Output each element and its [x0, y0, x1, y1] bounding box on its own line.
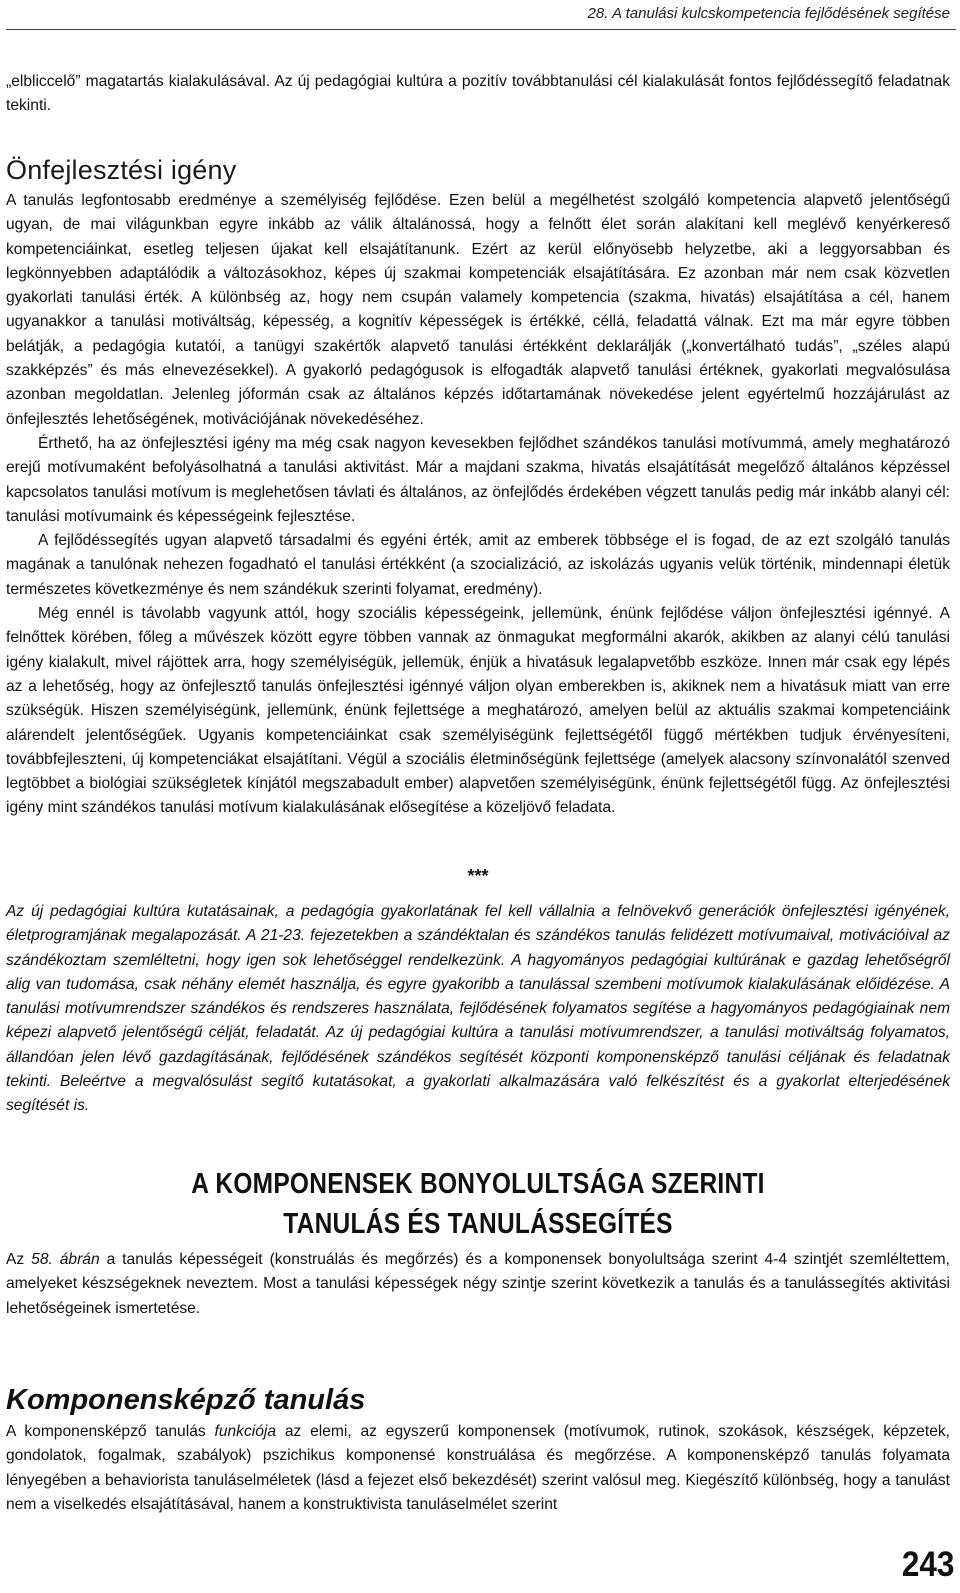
- page-number: 243: [901, 1545, 954, 1584]
- document-page: [6, 0, 956, 1593]
- section1-paragraph-4: Még ennél is távolabb vagyunk attól, hogy szociális képességeink, jellemünk, énünk fejlődése váljon önfejlesztési igénnyé. A felnőttek körében, főleg a művészek között egyre többen vannak az önmagukat megformálni akarók, akikben az alanyi célú tanulási igény kialakult, mivel rájöttek arra, hogy személyiségük, jellemük, énjük a hivatásuk legalapvetőbb eszköze. Innen már csak egy lépés az a lehetőség, hogy az önfejlesztő tanulás önfejlesztési igénnyé váljon olyan emberekben is, akiknek nem a hivatásuk miatt van erre szükségük. Hiszen személyiségünk, jellemünk, énünk fejlettsége a meghatározó, amelyen belül az aktuális szakmai kompetenciáink alárendelt jelentőségűek. Ugyanis kompetenciáinkat csak személyiségünk fejlettségétől függő mértékben tudjuk érvényesíteni, továbbfejleszteni, új kompetenciákat elsajátítani. Végül a szociális életminőségünk fejlettsége (amelyek alacsony színvonalától szenved legtöbbet a biológiai szükségletek kínjától megszabadult ember) alapvetően személyiségünk, énünk fejlettségétől függ. Az önfejlesztési igény mint szándékos tanulási motívum kialakulásának elősegítése a közeljövő feladata.: [6, 605, 950, 817]
- section2-body: [6, 1248, 950, 1321]
- section3-paragraph: [6, 1420, 950, 1517]
- section1-paragraph-2: Érthető, ha az önfejlesztési igény ma még csak nagyon kevesekben fejlődhet szándékos tanulási motívummá, amely meghatározó erejű motívumaként befolyásolhatná a tanulási aktivitást. Már a majdani szakma, hivatás elsajátítását megelőző általános képzéssel kapcsolatos tanulási motívum is meglehetősen távlati és általános, az önfejlődés érdekében végzett tanulás pedig már inkább alanyi cél: tanulási motívumaink és képességeink fejlesztése.: [6, 434, 950, 525]
- section3-text-post: az elemi, az egyszerű komponensek (motívumok, rutinok, szokások, készségek, képzetek, gondolatok, fogalmak, szabályok) pszichikus komponensé konstruálása és megőrzése. A komponensképző tanulás folyamata lényegében a behaviorista tanuláselméletek (lásd a fejezet első bekezdését) szerint valósul meg. Kiegészítő különbség, hogy a tanulást nem a viselkedés elsajátításával, hanem a konstruktivista tanuláselmélet szerint: [6, 1423, 950, 1513]
- chapter-heading-line-2: TANULÁS ÉS TANULÁSSEGÍTÉS: [283, 1208, 673, 1240]
- section2-paragraph: [6, 1248, 950, 1321]
- section3-body: [6, 1420, 950, 1517]
- term-funkcioja: funkciója: [214, 1423, 277, 1440]
- figure-reference: 58. ábrán: [31, 1251, 100, 1268]
- running-head: 28. A tanulási kulcskompetencia fejlődésének segítése: [587, 5, 950, 22]
- section-heading-onfejlesztesi-igeny: Önfejlesztési igény: [6, 155, 237, 185]
- chapter-heading-line-1: A KOMPONENSEK BONYOLULTSÁGA SZERINTI: [191, 1168, 765, 1200]
- section-separator: ***: [467, 866, 489, 886]
- section1-paragraph-1: A tanulás legfontosabb eredménye a személyiség fejlődése. Ezen belül a megélhetést szolgáló kompetencia alapvető jelentőségű ugyan, de mai világunkban egyre inkább az válik általánossá, hogy a felnőtt élet során alakítani kell meglévő kenyérkereső kompetenciáinkat, esetleg teljesen újakat kell elsajátítanunk. Ezért az kerül előnyösebb helyzetbe, aki a leggyorsabban és legkönnyebben adaptálódik a változásokhoz, képes új szakmai kompetenciák elsajátítására. Ez azonban már nem csak közvetlen gyakorlati tanulási érték. A különbség az, hogy nem csupán valamely kompetencia (szakma, hivatás) elsajátítása a cél, hanem ugyanakkor a tanulási motiváltság, képesség, a kognitív képességek is értékké, céllá, feladattá válnak. Ezt ma már egyre többen belátják, a pedagógia kutatói, a tanügyi szakértők alapvető tanulási értékként deklarálják („konvertálható tudás”, „széles alapú szakképzés” és más elnevezésekkel). A gyakorló pedagógusok is elfogadták alapvető tanulási értéknek, gyakorlati megvalósulása azonban megoldatlan. Jelenleg jóformán csak az általános képzés időtartamának növekedése jelent egyértelmű hozzájárulást az önfejlesztés lehetőségének, motivációjának növekedéséhez.: [6, 192, 950, 428]
- section3-text-pre: A komponensképző tanulás: [6, 1423, 215, 1440]
- intro-block: [6, 70, 950, 119]
- section2-text-pre: Az: [6, 1251, 32, 1268]
- header-rule: [6, 29, 956, 30]
- summary-paragraph: Az új pedagógiai kultúra kutatásainak, a pedagógia gyakorlatának fel kell vállalnia a felnövekvő generációk önfejlesztési igényének, életprogramjának megalapozását. A 21-23. fejezetekben a szándéktalan és szándékos tanulás felidézett motívumaival, motivációival az szándékoztam szemléltetni, hogy igen sok lehetőséggel rendelkezünk. A hagyományos pedagógiai kultúrának e gazdag lehetőségről alig van tudomása, csak néhány elemét használja, és egyre gyakoribb a tanulással szembeni motívumok kialakulásának előidézése. A tanulási motívumrendszer szándékos és rendszeres használata, fejlődésének folyamatos segítése a hagyományos pedagógiainak nem képezi alapvető jelentőségű célját, feladatát. Az új pedagógiai kultúra a tanulási motívumrendszer, a tanulási motiváltság folyamatos, állandóan jelen lévő gazdagításának, fejlődésének szándékos segítését központi komponensképző tanulási céljának és feladatnak tekinti. Beleértve a megvalósulást segítő kutatásokat, a gyakorlati alkalmazására való felkészítést és a gyakorlat elterjedésének segítését is.: [6, 903, 950, 1115]
- section-heading-komponenskepzo-tanulas: Komponensképző tanulás: [6, 1384, 366, 1416]
- summary-block: [6, 900, 950, 1119]
- intro-paragraph: „elbliccelő” magatartás kialakulásával. Az új pedagógiai kultúra a pozitív továbbtanulási cél kialakulását fontos fejlődéssegítő feladatnak tekinti.: [6, 73, 950, 115]
- section1-paragraph-3: A fejlődéssegítés ugyan alapvető társadalmi és egyéni érték, amit az emberek többsége el is fogad, de az ezt szolgáló tanulás magának a tanulónak nehezen fogadható el tanulási értékként (a szocializáció, az iskolázás ugyanis velük történik, mindennapi életük természetes következménye és nem szándékuk szerinti folyamat, eredmény).: [6, 532, 950, 598]
- section2-text-post: a tanulás képességeit (konstruálás és megőrzés) és a komponensek bonyolultsága szerint 4-4 szintjét szemléltettem, amelyeket készségeknek neveztem. Most a tanulási képességek négy szintje szerint következik a tanulás és a tanulássegítés aktivitási lehetőségeinek ismertetése.: [6, 1251, 950, 1317]
- section1-body: [6, 189, 950, 821]
